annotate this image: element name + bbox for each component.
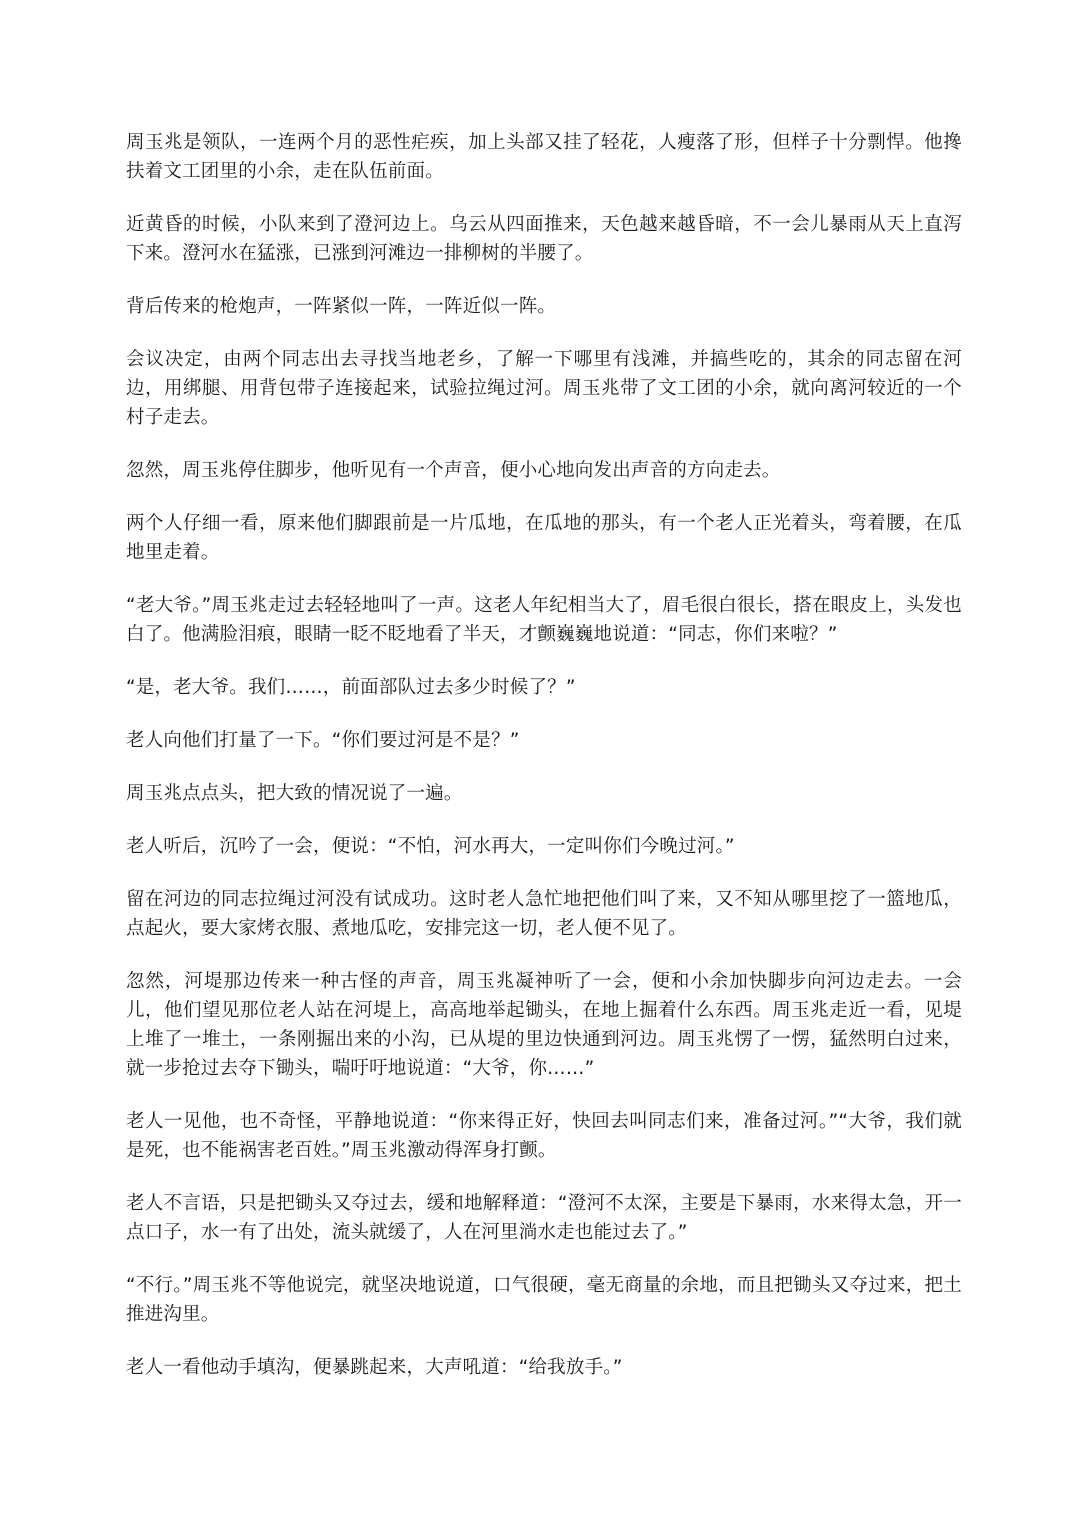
paragraph-5: 忽然，周玉兆停住脚步，他听见有一个声音，便小心地向发出声音的方向走去。 bbox=[126, 460, 781, 481]
paragraph-7: “老大爷。”周玉兆走过去轻轻地叫了一声。这老人年纪相当大了，眉毛很白很长，搭在眼皮上，头发也白了。他满脸泪痕，眼睛一眨不眨地看了半天，才颤巍巍地说道：“同志，你们来啦？” bbox=[126, 595, 962, 645]
paragraph-15: 老人不言语，只是把锄头又夺过去，缓和地解释道：“澄河不太深，主要是下暴雨，水来得太急，开一点口子，水一有了出处，流头就缓了，人在河里淌水走也能过去了。” bbox=[126, 1193, 962, 1243]
paragraph-6: 两个人仔细一看，原来他们脚跟前是一片瓜地，在瓜地的那头，有一个老人正光着头，弯着腰，在瓜地里走着。 bbox=[126, 513, 962, 563]
paragraph-11: 老人听后，沉吟了一会，便说：“不怕，河水再大，一定叫你们今晚过河。” bbox=[126, 836, 735, 857]
paragraph-4: 会议决定，由两个同志出去寻找当地老乡，了解一下哪里有浅滩，并搞些吃的，其余的同志留在河边，用绑腿、用背包带子连接起来，试验拉绳过河。周玉兆带了文工团的小余，就向离河较近的一个村子走去。 bbox=[126, 349, 962, 428]
story-text bbox=[126, 128, 962, 1406]
paragraph-2: 近黄昏的时候，小队来到了澄河边上。乌云从四面推来，天色越来越昏暗，不一会儿暴雨从天上直泻下来。澄河水在猛涨，已涨到河滩边一排柳树的半腰了。 bbox=[126, 214, 962, 264]
paragraph-8: “是，老大爷。我们……，前面部队过去多少时候了？” bbox=[126, 677, 576, 698]
paragraph-10: 周玉兆点点头，把大致的情况说了一遍。 bbox=[126, 783, 463, 804]
paragraph-17: 老人一看他动手填沟，便暴跳起来，大声吼道：“给我放手。” bbox=[126, 1357, 623, 1378]
paragraph-1: 周玉兆是领队，一连两个月的恶性疟疾，加上头部又挂了轻花，人瘦落了形，但样子十分剽悍。他搀扶着文工团里的小余，走在队伍前面。 bbox=[126, 132, 962, 182]
paragraph-12: 留在河边的同志拉绳过河没有试成功。这时老人急忙地把他们叫了来，又不知从哪里挖了一篮地瓜，点起火，要大家烤衣服、煮地瓜吃，安排完这一切，老人便不见了。 bbox=[126, 889, 962, 939]
paragraph-9: 老人向他们打量了一下。“你们要过河是不是？” bbox=[126, 730, 520, 751]
paragraph-13: 忽然，河堤那边传来一种古怪的声音，周玉兆凝神听了一会，便和小余加快脚步向河边走去。一会儿，他们望见那位老人站在河堤上，高高地举起锄头，在地上掘着什么东西。周玉兆走近一看，见堤上堆了一堆土，一条刚掘出来的小沟，已从堤的里边快通到河边。周玉兆愣了一愣，猛然明白过来，就一步抢过去夺下锄头，喘吁吁地说道：“大爷，你……” bbox=[126, 971, 962, 1079]
paragraph-16: “不行。”周玉兆不等他说完，就坚决地说道，口气很硬，毫无商量的余地，而且把锄头又夺过来，把土推进沟里。 bbox=[126, 1275, 962, 1325]
paragraph-14: 老人一见他，也不奇怪，平静地说道：“你来得正好，快回去叫同志们来，准备过河。”“大爷，我们就是死，也不能祸害老百姓。”周玉兆激动得浑身打颤。 bbox=[126, 1111, 962, 1161]
paragraph-3: 背后传来的枪炮声，一阵紧似一阵，一阵近似一阵。 bbox=[126, 296, 557, 317]
